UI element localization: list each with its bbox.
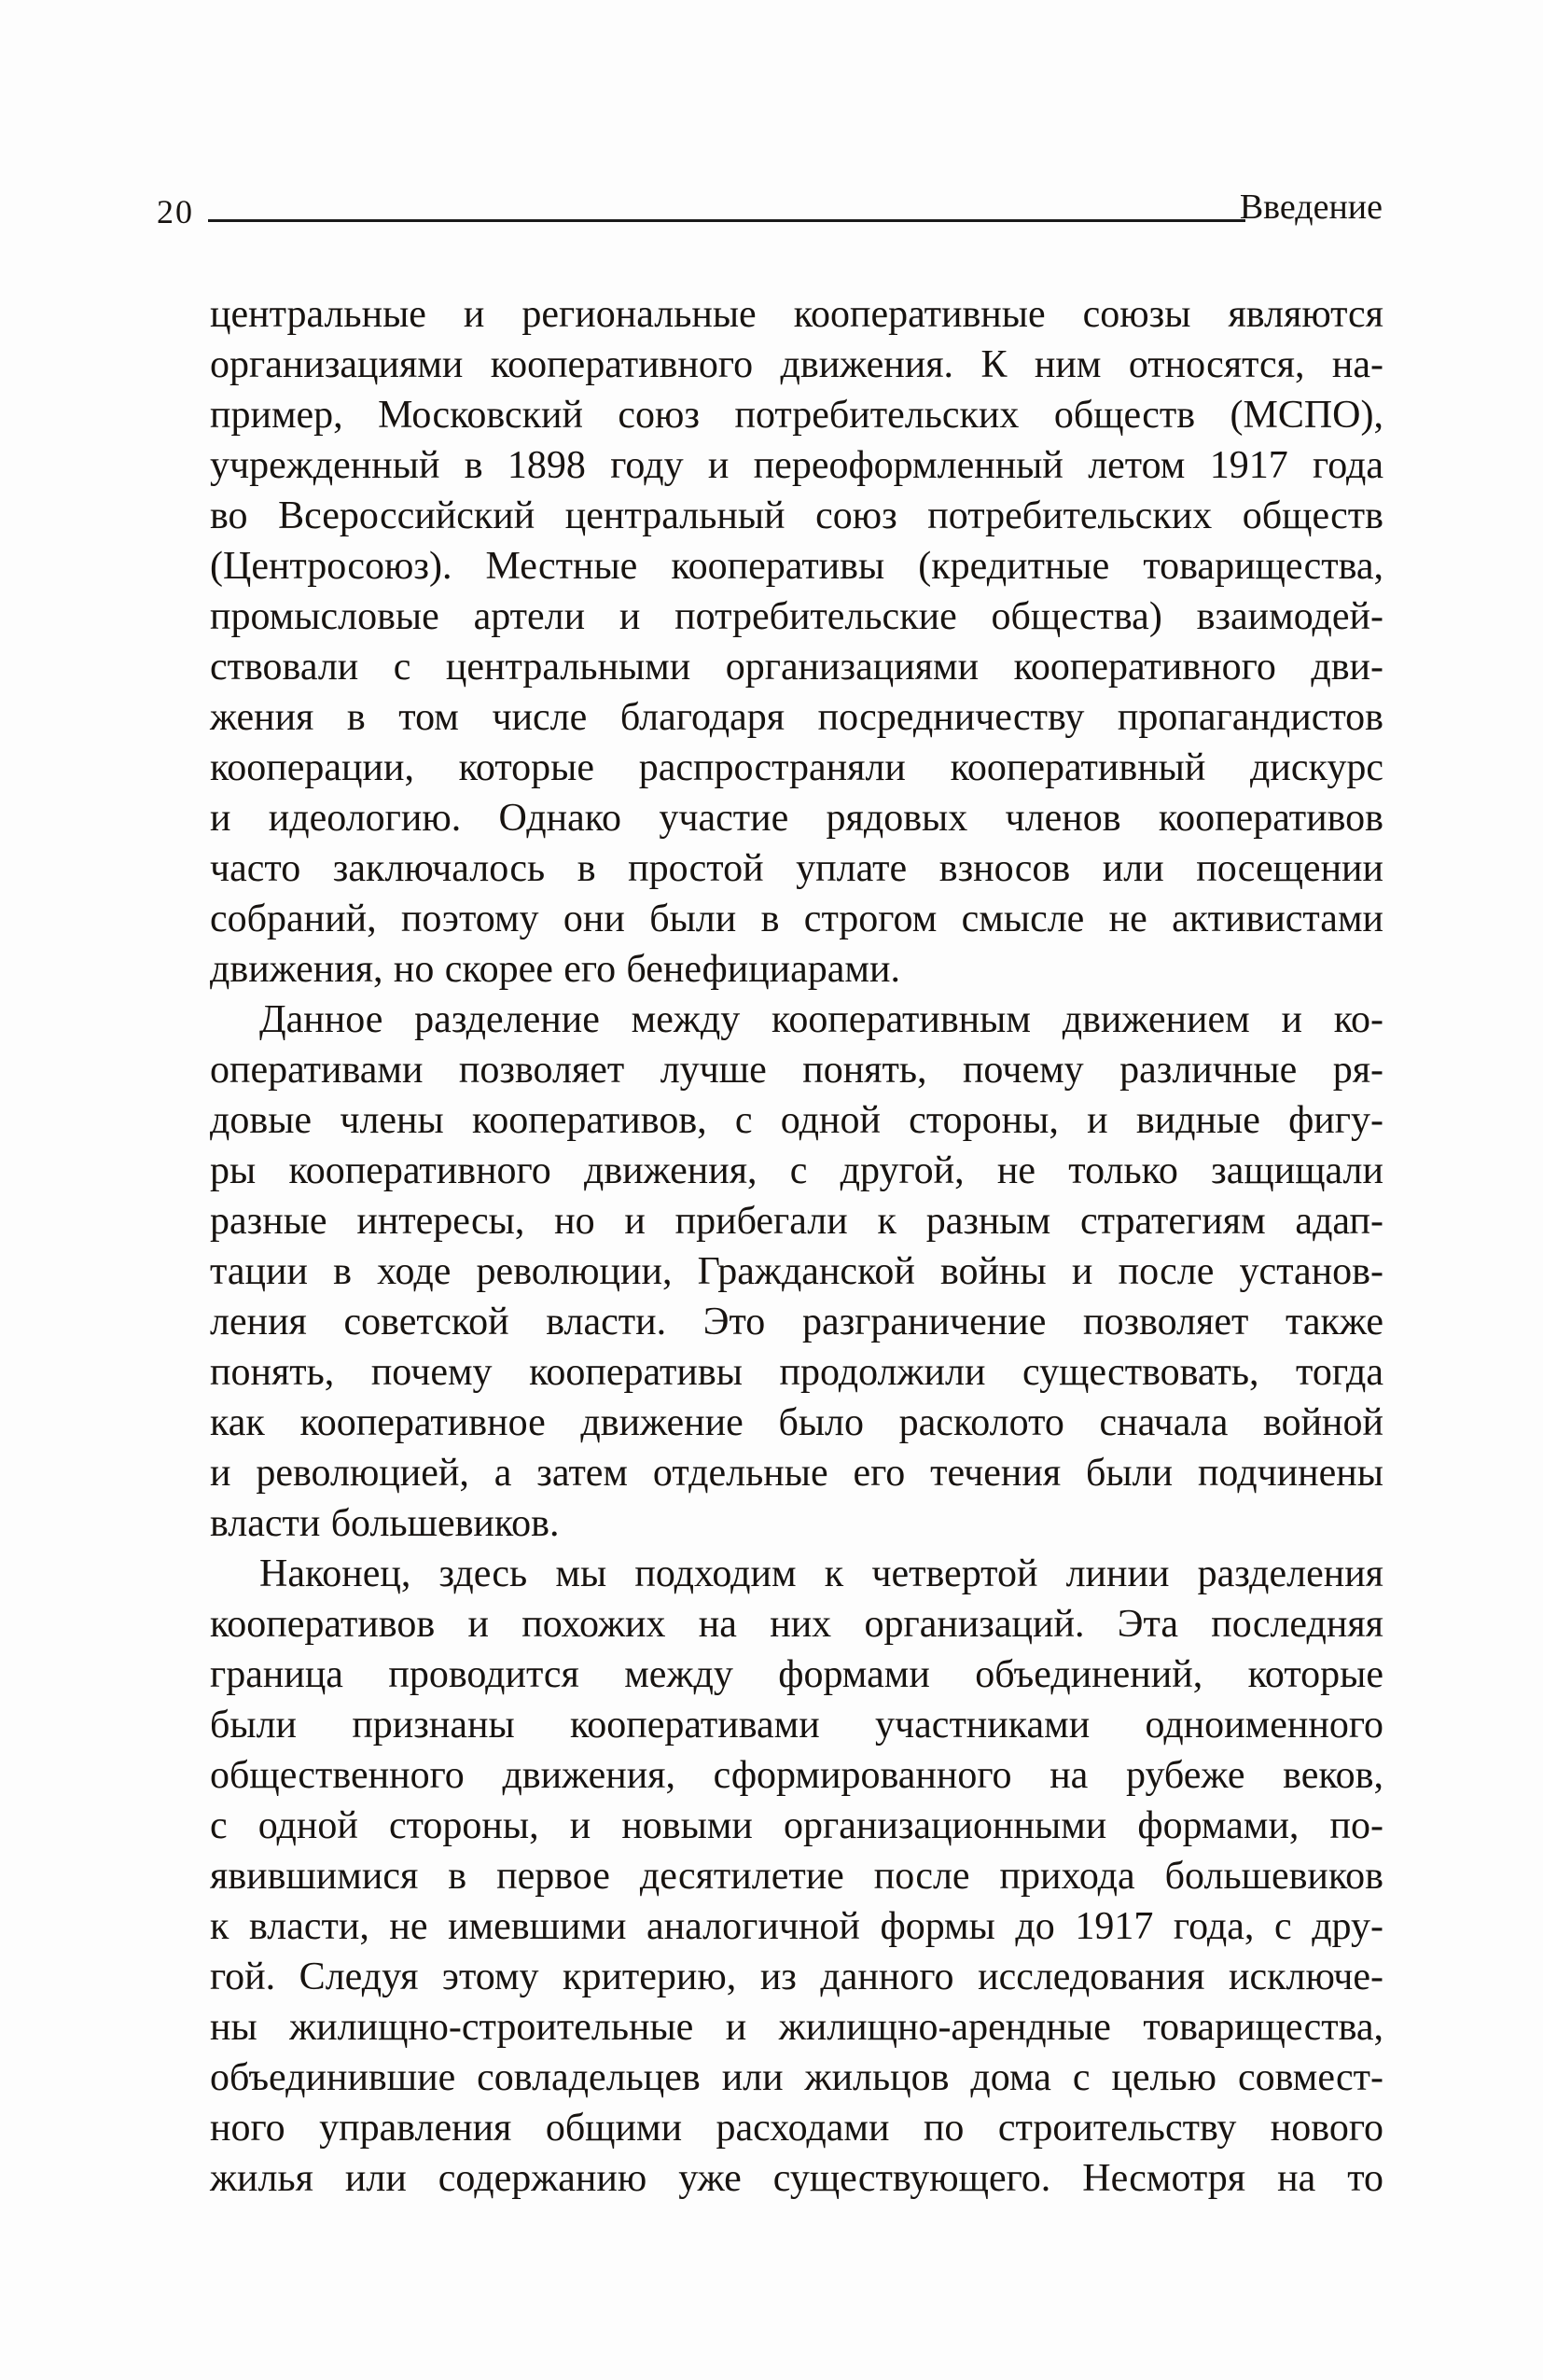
text-line: организациями кооперативного движения. К ним относятся, на-	[210, 343, 1383, 386]
text-line: с одной стороны, и новыми организационными формами, по-	[210, 1804, 1383, 1847]
text-line: промысловые артели и потребительские общества) взаимодей-	[210, 595, 1383, 638]
text-line: явившимися в первое десятилетие после прихода большевиков	[210, 1855, 1383, 1898]
running-header-title: Введение	[1239, 188, 1383, 227]
header-rule-divider	[208, 219, 1245, 222]
text-line: и идеологию. Однако участие рядовых членов кооперативов	[210, 797, 1383, 840]
text-line: ного управления общими расходами по строительству нового	[210, 2107, 1383, 2150]
page-number: 20	[157, 193, 194, 230]
text-line: ления советской власти. Это разграничение позволяет также	[210, 1301, 1383, 1343]
text-line: были признаны кооперативами участниками одноименного	[210, 1704, 1383, 1747]
text-line: понять, почему кооперативы продолжили существовать, тогда	[210, 1351, 1383, 1394]
text-line: часто заключалось в простой уплате взносов или посещении	[210, 847, 1383, 890]
text-line: движения, но скорее его бенефициарами.	[210, 948, 900, 991]
text-line: оперативами позволяет лучше понять, почему различные ря-	[210, 1049, 1383, 1092]
text-line: во Всероссийский центральный союз потребительских обществ	[210, 494, 1383, 537]
text-line: центральные и региональные кооперативные союзы являются	[210, 293, 1383, 336]
text-line: Наконец, здесь мы подходим к четвертой линии разделения	[259, 1552, 1383, 1595]
text-line: к власти, не имевшими аналогичной формы до 1917 года, с дру-	[210, 1905, 1383, 1948]
text-line: кооперативов и похожих на них организаций. Эта последняя	[210, 1603, 1383, 1646]
text-line: жилья или содержанию уже существующего. Несмотря на то	[210, 2157, 1383, 2200]
text-line: кооперации, которые распространяли кооперативный дискурс	[210, 746, 1383, 789]
text-line: граница проводится между формами объединений, которые	[210, 1653, 1383, 1696]
text-line: довые члены кооперативов, с одной стороны, и видные фигу-	[210, 1099, 1383, 1142]
text-line: общественного движения, сформированного на рубеже веков,	[210, 1754, 1383, 1797]
text-line: власти большевиков.	[210, 1502, 560, 1545]
text-line: учрежденный в 1898 году и переоформленный летом 1917 года	[210, 444, 1383, 487]
text-line: Данное разделение между кооперативным движением и ко-	[259, 998, 1383, 1041]
text-line: ны жилищно-строительные и жилищно-арендные товарищества,	[210, 2006, 1383, 2049]
text-line: объединившие совладельцев или жильцов дома с целью совмест-	[210, 2056, 1383, 2099]
text-line: пример, Московский союз потребительских обществ (МСПО),	[210, 394, 1383, 437]
text-line: тации в ходе революции, Гражданской войны и после установ-	[210, 1250, 1383, 1293]
page-body	[210, 289, 1383, 2204]
text-line: ствовали с центральными организациями кооперативного дви-	[210, 646, 1383, 689]
text-line: разные интересы, но и прибегали к разным стратегиям адап-	[210, 1200, 1383, 1243]
text-line: и революцией, а затем отдельные его течения были подчинены	[210, 1452, 1383, 1495]
text-line: (Центросоюз). Местные кооперативы (кредитные товарищества,	[210, 545, 1383, 588]
text-line: собраний, поэтому они были в строгом смысле не активистами	[210, 898, 1383, 940]
text-line: как кооперативное движение было расколото сначала войной	[210, 1401, 1383, 1444]
text-line: ры кооперативного движения, с другой, не только защищали	[210, 1149, 1383, 1192]
text-line: гой. Следуя этому критерию, из данного исследования исключе-	[210, 1955, 1383, 1998]
text-line: жения в том числе благодаря посредничеству пропагандистов	[210, 696, 1383, 739]
